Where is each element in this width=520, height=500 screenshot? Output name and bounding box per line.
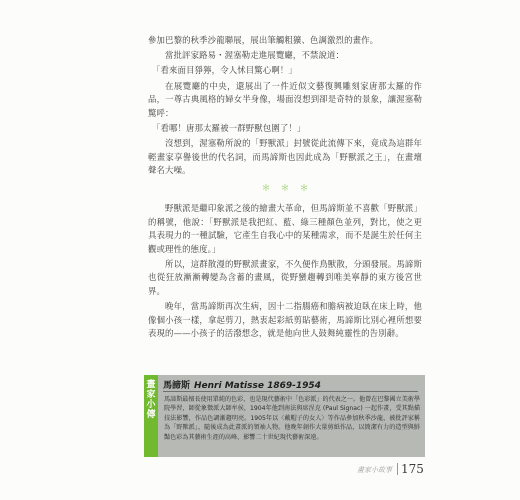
biography-title-zh: 馬諦斯 (163, 381, 191, 391)
page-number: 175 (401, 462, 424, 476)
paragraph: 當批評家路易・渥塞勒走進展覽廳，不禁說道： (165, 50, 345, 61)
biography-rule (163, 391, 418, 392)
biography-title-en: Henri Matisse 1869-1954 (194, 381, 321, 391)
quote-paragraph: 「看哪！唐那太羅被一群野獸包圍了！」 (152, 122, 306, 133)
paragraph: 所以，這群散漫的野獸派畫家，不久便作鳥獸散，分頭發展。馬諦斯也從狂放漸漸轉變為含蓄的畫風，從野蠻趨轉到唯美寧靜的東方後宮世界。 (148, 258, 422, 297)
biography-tab-label: 畫家小傳 (146, 380, 156, 420)
footer-separator (397, 463, 398, 475)
section-ornament: ＊＊＊ (261, 183, 319, 194)
quote-paragraph: 「看來面目猙獰，令人怵目驚心啊！」 (152, 65, 297, 76)
paragraph: 晚年，當馬諦斯再次生病，因十二指腸癌和膽病被迫臥在床上時，他像個小孩一樣，拿起剪刀，熱衷起彩紙剪貼藝術，馬諦斯比別心裡所想要表現的——小孩子的活潑想念，就是他向世人鼓舞純靈性的告別辭。 (148, 301, 422, 339)
main-text-top (148, 34, 422, 343)
footer-section-label: 畫家小故事 (357, 466, 392, 474)
paragraph: 參加巴黎的秋季沙龍聯展，展出筆觸粗獷、色調激烈的畫作。 (148, 35, 379, 45)
biography-title (163, 378, 321, 391)
paragraph: 野獸派是繼印象派之後的繪畫大革命，但馬諦斯並不喜歡「野獸派」的稱號，他說：「野獸派是我把紅、藍、綠三種顏色並列，對比，使之更具表現力的一種試驗，它產生自我心中的某種需求，而不是誕生於任何主觀或理性的態度。」 (148, 202, 422, 254)
biography-body: 馬諦斯最擅長使用單純的色彩，也是現代藝術中「色彩派」的代表之一。他曾在巴黎國立美術學院學習，師從象徵派大師牟侯，1904年他到南法與席涅克 (Paul Signac) 一起作畫，受其點描技法影響，作品色調漸趨明亮。1905年以〈戴帽子的女人〉等作品參加秋季沙龍，被批評家稱為「野獸派」，隨後成為此畫派的領袖人物。他晚年創作大量剪紙作品，以簡潔有力的造型與鮮豔色彩為其藝術生涯的高峰，影響二十世紀現代藝術深遠。 (164, 396, 420, 441)
paragraph: 在展覽廳的中央，還展出了一件近似文藝復興雕刻家唐那太羅的作品，一尊古典風格的婦女半身像，場面沒想到卻是奇特的景象，讓渥塞勒驚呼： (148, 80, 422, 118)
paragraph: 沒想到，渥塞勒所說的「野獸派」封號從此流傳下來，竟成為這群年輕畫家享譽後世的代名詞，而馬諦斯也因此成為「野獸派之王」，在畫壇聲名大噪。 (148, 138, 422, 176)
